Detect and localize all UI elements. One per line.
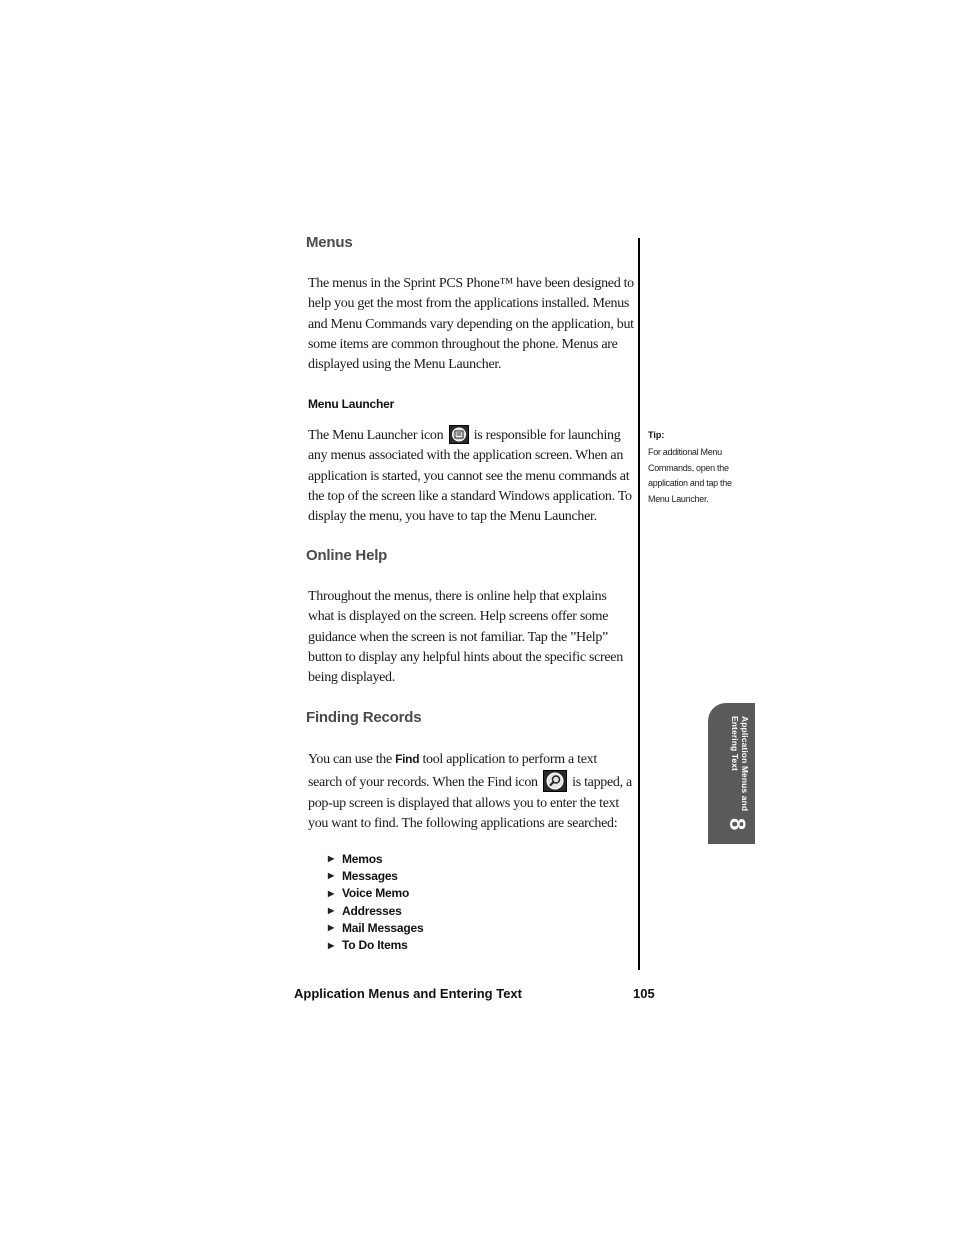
finding-text-mid: tool application to perform a text search of your records. When the Find icon	[308, 752, 597, 791]
find-icon	[543, 770, 567, 792]
menu-launcher-text-post: is responsible for launching any menus associated with the application screen. When an application is started, you cannot see the menu commands at the top of the screen like a standard Windows application. To display the menu, you have to tap the Menu Launcher.	[308, 428, 632, 525]
tip-text: For additional Menu Commands, open the application and tap the Menu Launcher.	[648, 447, 732, 504]
page-number: 105	[633, 986, 655, 1001]
bullet-arrow-icon: ▶	[328, 871, 334, 881]
subheading-menu-launcher: Menu Launcher	[308, 397, 395, 411]
finding-records-paragraph	[308, 749, 634, 834]
menu-launcher-text-pre: The Menu Launcher icon	[308, 428, 444, 443]
list-item: ▶ To Do Items	[328, 938, 408, 953]
list-item: ▶ Addresses	[328, 903, 402, 918]
bullet-arrow-icon: ▶	[328, 923, 334, 933]
menu-launcher-icon	[449, 425, 469, 444]
list-item: ▶ Messages	[328, 868, 398, 883]
chapter-tab-label: Application Menus and Entering Text	[730, 716, 750, 812]
search-applications-list	[328, 850, 423, 954]
footer-title: Application Menus and Entering Text	[294, 986, 522, 1001]
bullet-arrow-icon: ▶	[328, 906, 334, 916]
finding-text-post: is tapped, a pop-up screen is displayed that allows you to enter the text you want to find. The following applications are searched:	[308, 775, 632, 831]
online-help-paragraph: Throughout the menus, there is online help that explains what is displayed on the screen. Help screens offer some guidance when the screen is not familiar. Tap the ”Help” button to display any helpful hints about the specific screen being displayed.	[308, 589, 623, 686]
find-word: Find	[395, 752, 420, 766]
column-divider	[638, 238, 640, 970]
tip-label: Tip:	[648, 430, 665, 440]
list-item: ▶ Voice Memo	[328, 886, 410, 901]
bullet-arrow-icon: ▶	[328, 854, 334, 864]
finding-text-pre: You can use the	[308, 752, 392, 767]
bullet-arrow-icon: ▶	[328, 888, 334, 898]
section-heading-finding-records: Finding Records	[306, 709, 422, 726]
list-item: ▶ Mail Messages	[328, 920, 424, 935]
menus-paragraph: The menus in the Sprint PCS Phone™ have been designed to help you get the most from the applications installed. Menus and Menu Commands vary depending on the application, but some items are common throughout the phone. Menus are displayed using the Menu Launcher.	[308, 276, 634, 373]
chapter-number: 8	[725, 817, 750, 831]
menu-launcher-paragraph	[308, 425, 634, 527]
list-item: ▶ Memos	[328, 851, 383, 866]
bullet-arrow-icon: ▶	[328, 940, 334, 950]
section-heading-menus: Menus	[306, 234, 353, 251]
section-heading-online-help: Online Help	[306, 547, 388, 564]
